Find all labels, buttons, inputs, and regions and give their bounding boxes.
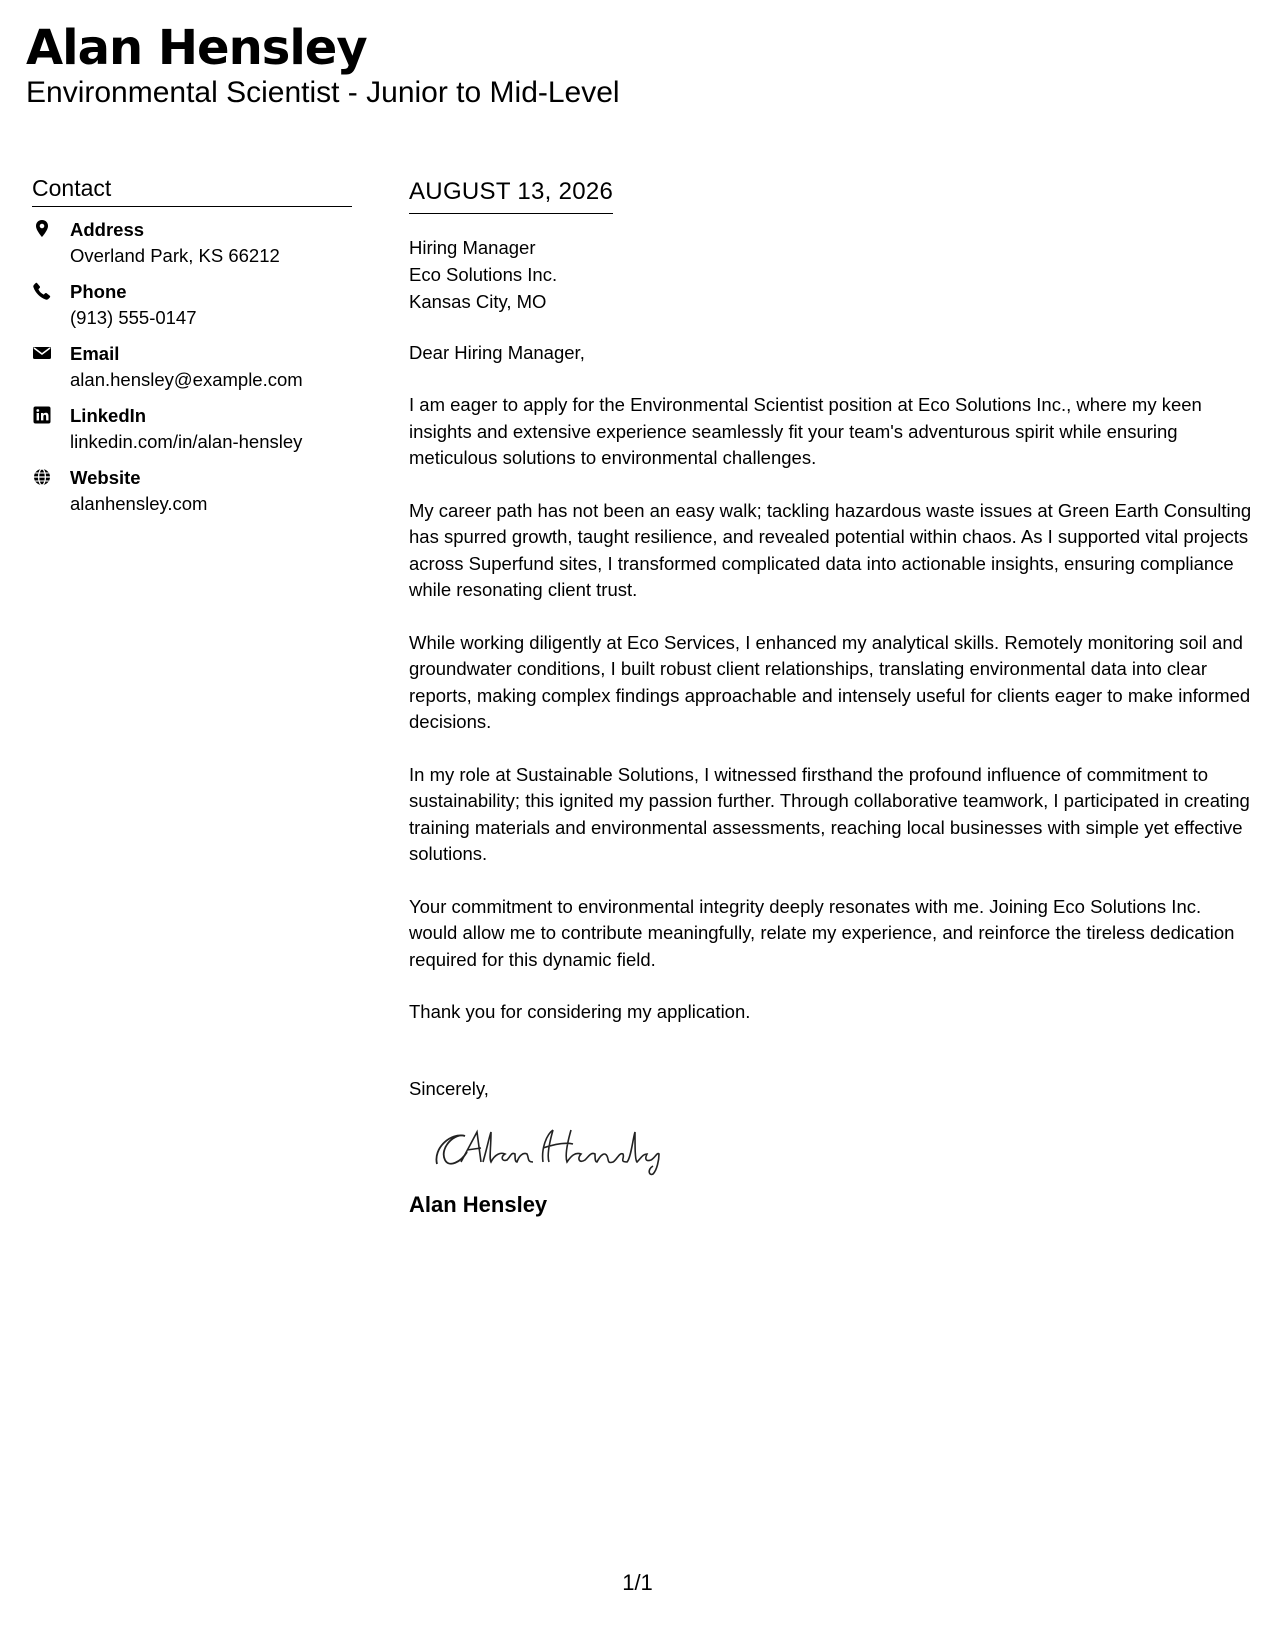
letter-date: AUGUST 13, 2026 bbox=[409, 178, 613, 214]
email-link[interactable]: alan.hensley@example.com bbox=[70, 369, 303, 390]
phone-icon bbox=[32, 279, 70, 301]
closing: Sincerely, bbox=[409, 1077, 489, 1099]
globe-icon bbox=[32, 465, 70, 487]
recipient-company: Eco Solutions Inc. bbox=[409, 264, 558, 285]
linkedin-link[interactable]: linkedin.com/in/alan-hensley bbox=[70, 431, 303, 452]
recipient-block bbox=[409, 234, 1254, 315]
letter-paragraph: While working diligently at Eco Services, I enhanced my analytical skills. Remotely monitoring soil and groundwater conditions, I built robust client relationships, translating environmental data into clear reports, making complex findings approachable and intensely useful for clients eager to make informed decisions. bbox=[409, 631, 1251, 732]
letter-paragraph: In my role at Sustainable Solutions, I witnessed firsthand the profound influence of commitment to sustainability; this ignited my passion further. Through collaborative teamwork, I participated in creating training materials and environmental assessments, reaching local businesses with simple yet effective solutions. bbox=[409, 763, 1250, 864]
letter-paragraph: My career path has not been an easy walk; tackling hazardous waste issues at Green Earth Consulting has spurred growth, taught resilience, and revealed potential within chaos. As I supported vital projects across Superfund sites, I transformed complicated data into actionable insights, ensuring compliance while resonating client trust. bbox=[409, 499, 1252, 600]
page-number: 1/1 bbox=[622, 1570, 653, 1595]
contact-label: Phone bbox=[70, 281, 127, 302]
contact-heading: Contact bbox=[32, 175, 352, 207]
contact-sidebar bbox=[32, 175, 352, 527]
contact-item-linkedin bbox=[32, 403, 352, 454]
letter-paragraph: I am eager to apply for the Environmental Scientist position at Eco Solutions Inc., where my keen insights and extensive experience seamlessly fit your team's adventurous spirit while ensuring meticulous solutions to environmental challenges. bbox=[409, 394, 1202, 468]
contact-label: Address bbox=[70, 219, 145, 240]
phone-value: (913) 555-0147 bbox=[70, 307, 197, 328]
contact-item-phone bbox=[32, 279, 352, 330]
website-link[interactable]: alanhensley.com bbox=[70, 493, 208, 514]
contact-item-address bbox=[32, 217, 352, 268]
letter-paragraph: Your commitment to environmental integrity deeply resonates with me. Joining Eco Solutions Inc. would allow me to contribute meaningfully, relate my experience, and reinforce the tireless dedication required for this dynamic field. bbox=[409, 895, 1235, 970]
contact-label: Website bbox=[70, 467, 141, 488]
recipient-name: Hiring Manager bbox=[409, 237, 536, 258]
recipient-location: Kansas City, MO bbox=[409, 291, 547, 312]
contact-item-website bbox=[32, 465, 352, 516]
email-icon bbox=[32, 341, 70, 363]
contact-item-email bbox=[32, 341, 352, 392]
header bbox=[26, 22, 620, 111]
letter-paragraph: Thank you for considering my application. bbox=[409, 1001, 751, 1022]
candidate-name: Alan Hensley bbox=[26, 20, 367, 76]
map-pin-icon bbox=[32, 217, 70, 239]
letter-body bbox=[409, 178, 1254, 1218]
signer-name: Alan Hensley bbox=[409, 1191, 548, 1217]
address-value: Overland Park, KS 66212 bbox=[70, 245, 280, 266]
linkedin-icon bbox=[32, 403, 70, 425]
contact-label: Email bbox=[70, 343, 120, 364]
contact-label: LinkedIn bbox=[70, 405, 147, 426]
signature-image bbox=[431, 1118, 671, 1178]
salutation: Dear Hiring Manager, bbox=[409, 342, 585, 363]
job-title: Environmental Scientist - Junior to Mid-Level bbox=[26, 75, 620, 109]
